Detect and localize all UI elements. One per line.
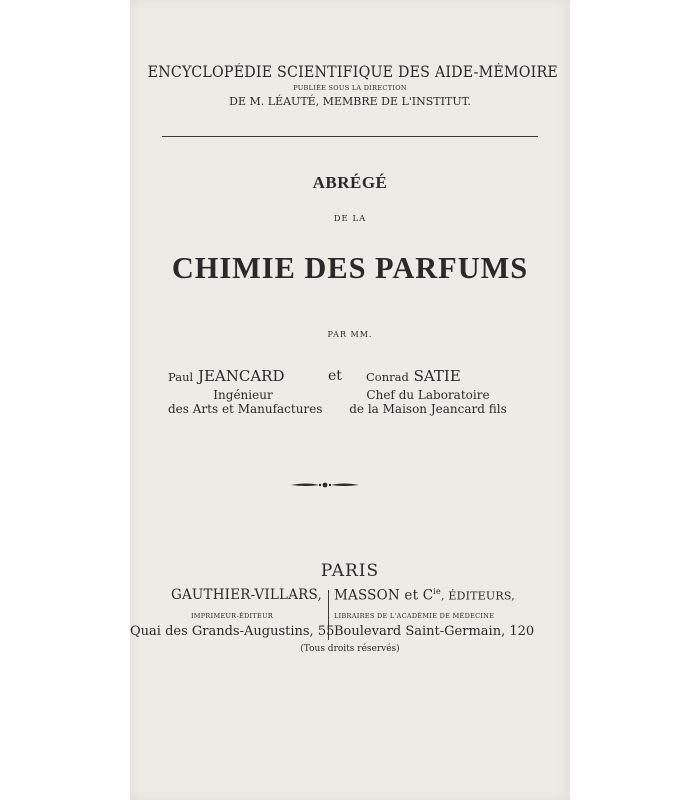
publisher-2-name — [334, 587, 515, 604]
author-2-cred-line-2: de la Maison Jeancard fils — [349, 402, 507, 416]
title-abrege: ABRÉGÉ — [312, 173, 388, 192]
author-2-first: Conrad — [366, 370, 409, 384]
publisher-1-name: GAUTHIER-VILLARS, — [170, 587, 322, 603]
series-publie-line: PUBLIÉE SOUS LA DIRECTION — [293, 84, 407, 92]
header-rule — [162, 136, 538, 137]
ornament-divider — [289, 478, 361, 492]
author-2-name — [366, 367, 461, 385]
author-1-cred-line-2: des Arts et Manufactures — [168, 402, 323, 416]
imprint-city: PARIS — [320, 561, 380, 581]
author-1-first: Paul — [168, 370, 194, 384]
rights-notice: (Tous droits réservés) — [300, 644, 400, 654]
publisher-2-name-end: , ÉDITEURS, — [440, 589, 515, 603]
author-1-credentials — [168, 388, 323, 416]
series-title: ENCYCLOPÉDIE SCIENTIFIQUE DES AIDE-MÉMOIRE — [147, 63, 558, 81]
author-1-name — [168, 367, 285, 385]
publisher-2-name-sup: ie — [433, 587, 441, 596]
main-title: CHIMIE DES PARFUMS — [171, 250, 529, 285]
publisher-1-role: IMPRIMEUR-ÉDITEUR — [190, 612, 274, 620]
author-1-cred-line-1: Ingénieur — [213, 388, 273, 402]
par-mm: PAR MM. — [327, 330, 373, 339]
author-conjunction: et — [328, 368, 342, 384]
publisher-1-address: Quai des Grands-Augustins, 55 — [130, 624, 335, 639]
author-2-cred-line-1: Chef du Laboratoire — [366, 388, 490, 402]
title-de-la: DE LA — [333, 214, 367, 224]
author-2-last: SATIE — [413, 367, 461, 385]
publisher-2-role: LIBRAIRES DE L'ACADÉMIE DE MÉDECINE — [334, 612, 495, 620]
publisher-2-name-main: MASSON et C — [334, 587, 434, 604]
author-1-last: JEANCARD — [197, 367, 285, 385]
series-direction-line: DE M. LÉAUTÉ, MEMBRE DE L'INSTITUT. — [229, 95, 471, 108]
publisher-2-address: Boulevard Saint-Germain, 120 — [334, 624, 535, 639]
title-page — [130, 0, 570, 800]
author-2-credentials — [348, 388, 508, 416]
